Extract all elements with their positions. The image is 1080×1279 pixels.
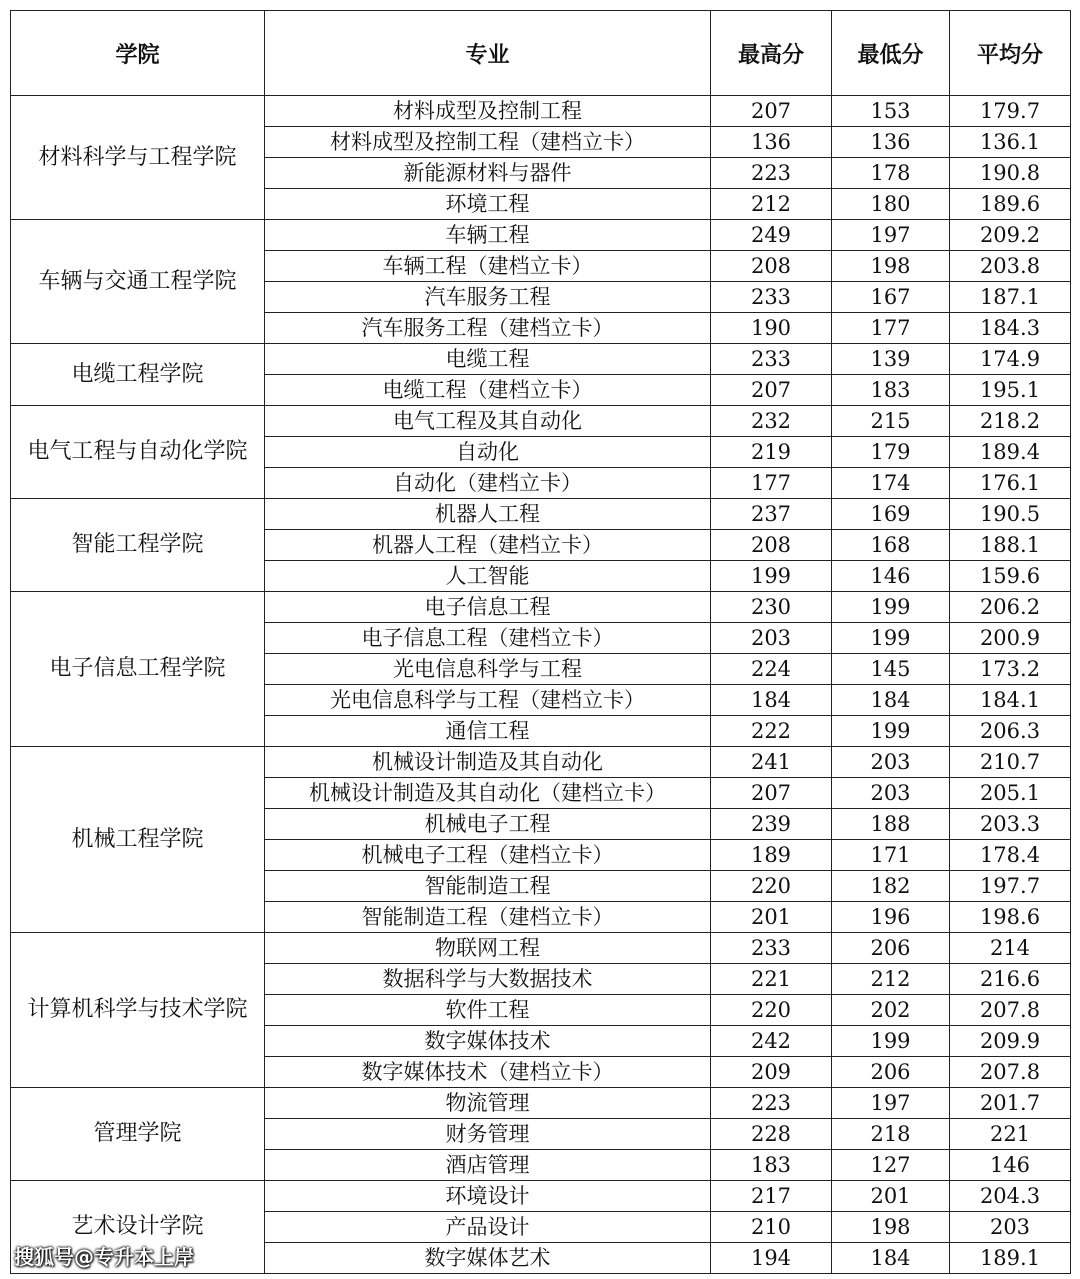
avg-score-cell: 159.6 [950, 561, 1071, 592]
avg-score-cell: 205.1 [950, 778, 1071, 809]
max-score-cell: 194 [711, 1243, 832, 1274]
max-score-cell: 242 [711, 1026, 832, 1057]
college-cell: 电缆工程学院 [11, 344, 265, 406]
header-major: 专业 [265, 11, 711, 96]
major-cell: 自动化 [265, 437, 711, 468]
major-cell: 车辆工程 [265, 220, 711, 251]
avg-score-cell: 179.7 [950, 96, 1071, 127]
min-score-cell: 179 [832, 437, 950, 468]
major-cell: 材料成型及控制工程 [265, 96, 711, 127]
max-score-cell: 208 [711, 251, 832, 282]
min-score-cell: 184 [832, 1243, 950, 1274]
max-score-cell: 207 [711, 96, 832, 127]
avg-score-cell: 206.3 [950, 716, 1071, 747]
avg-score-cell: 207.8 [950, 1057, 1071, 1088]
min-score-cell: 198 [832, 1212, 950, 1243]
major-cell: 电子信息工程 [265, 592, 711, 623]
header-avg-score: 平均分 [950, 11, 1071, 96]
avg-score-cell: 174.9 [950, 344, 1071, 375]
max-score-cell: 249 [711, 220, 832, 251]
major-cell: 物流管理 [265, 1088, 711, 1119]
min-score-cell: 177 [832, 313, 950, 344]
college-cell: 材料科学与工程学院 [11, 96, 265, 220]
header-row [11, 11, 1071, 96]
table-row [11, 96, 1071, 127]
major-cell: 人工智能 [265, 561, 711, 592]
avg-score-cell: 184.1 [950, 685, 1071, 716]
max-score-cell: 217 [711, 1181, 832, 1212]
max-score-cell: 190 [711, 313, 832, 344]
major-cell: 车辆工程（建档立卡） [265, 251, 711, 282]
max-score-cell: 207 [711, 375, 832, 406]
min-score-cell: 197 [832, 1088, 950, 1119]
max-score-cell: 209 [711, 1057, 832, 1088]
min-score-cell: 174 [832, 468, 950, 499]
max-score-cell: 241 [711, 747, 832, 778]
max-score-cell: 223 [711, 158, 832, 189]
max-score-cell: 201 [711, 902, 832, 933]
major-cell: 汽车服务工程（建档立卡） [265, 313, 711, 344]
table-row [11, 344, 1071, 375]
max-score-cell: 232 [711, 406, 832, 437]
major-cell: 智能制造工程（建档立卡） [265, 902, 711, 933]
major-cell: 财务管理 [265, 1119, 711, 1150]
college-cell: 机械工程学院 [11, 747, 265, 933]
max-score-cell: 203 [711, 623, 832, 654]
avg-score-cell: 173.2 [950, 654, 1071, 685]
max-score-cell: 237 [711, 499, 832, 530]
min-score-cell: 203 [832, 778, 950, 809]
avg-score-cell: 203.8 [950, 251, 1071, 282]
min-score-cell: 215 [832, 406, 950, 437]
major-cell: 机器人工程 [265, 499, 711, 530]
college-cell: 艺术设计学院 [11, 1181, 265, 1274]
table-row [11, 933, 1071, 964]
min-score-cell: 206 [832, 933, 950, 964]
max-score-cell: 210 [711, 1212, 832, 1243]
max-score-cell: 224 [711, 654, 832, 685]
header-min-score: 最低分 [832, 11, 950, 96]
major-cell: 机械电子工程（建档立卡） [265, 840, 711, 871]
min-score-cell: 212 [832, 964, 950, 995]
avg-score-cell: 203.3 [950, 809, 1071, 840]
max-score-cell: 220 [711, 995, 832, 1026]
major-cell: 酒店管理 [265, 1150, 711, 1181]
major-cell: 新能源材料与器件 [265, 158, 711, 189]
avg-score-cell: 218.2 [950, 406, 1071, 437]
min-score-cell: 184 [832, 685, 950, 716]
major-cell: 电缆工程（建档立卡） [265, 375, 711, 406]
college-cell: 计算机科学与技术学院 [11, 933, 265, 1088]
max-score-cell: 199 [711, 561, 832, 592]
min-score-cell: 153 [832, 96, 950, 127]
min-score-cell: 201 [832, 1181, 950, 1212]
header-college: 学院 [11, 11, 265, 96]
avg-score-cell: 195.1 [950, 375, 1071, 406]
min-score-cell: 139 [832, 344, 950, 375]
avg-score-cell: 189.4 [950, 437, 1071, 468]
min-score-cell: 178 [832, 158, 950, 189]
min-score-cell: 202 [832, 995, 950, 1026]
max-score-cell: 220 [711, 871, 832, 902]
avg-score-cell: 187.1 [950, 282, 1071, 313]
avg-score-cell: 216.6 [950, 964, 1071, 995]
table-row [11, 747, 1071, 778]
min-score-cell: 180 [832, 189, 950, 220]
min-score-cell: 188 [832, 809, 950, 840]
major-cell: 机械设计制造及其自动化（建档立卡） [265, 778, 711, 809]
major-cell: 数据科学与大数据技术 [265, 964, 711, 995]
avg-score-cell: 204.3 [950, 1181, 1071, 1212]
major-cell: 自动化（建档立卡） [265, 468, 711, 499]
avg-score-cell: 203 [950, 1212, 1071, 1243]
major-cell: 电气工程及其自动化 [265, 406, 711, 437]
min-score-cell: 182 [832, 871, 950, 902]
avg-score-cell: 209.9 [950, 1026, 1071, 1057]
min-score-cell: 145 [832, 654, 950, 685]
min-score-cell: 199 [832, 623, 950, 654]
college-cell: 智能工程学院 [11, 499, 265, 592]
score-table [10, 10, 1071, 1274]
max-score-cell: 228 [711, 1119, 832, 1150]
avg-score-cell: 197.7 [950, 871, 1071, 902]
min-score-cell: 196 [832, 902, 950, 933]
min-score-cell: 199 [832, 716, 950, 747]
major-cell: 光电信息科学与工程（建档立卡） [265, 685, 711, 716]
major-cell: 数字媒体艺术 [265, 1243, 711, 1274]
min-score-cell: 197 [832, 220, 950, 251]
max-score-cell: 177 [711, 468, 832, 499]
max-score-cell: 208 [711, 530, 832, 561]
min-score-cell: 136 [832, 127, 950, 158]
table-row [11, 1088, 1071, 1119]
avg-score-cell: 188.1 [950, 530, 1071, 561]
avg-score-cell: 189.6 [950, 189, 1071, 220]
major-cell: 数字媒体技术 [265, 1026, 711, 1057]
max-score-cell: 183 [711, 1150, 832, 1181]
header-max-score: 最高分 [711, 11, 832, 96]
min-score-cell: 127 [832, 1150, 950, 1181]
major-cell: 机械设计制造及其自动化 [265, 747, 711, 778]
avg-score-cell: 206.2 [950, 592, 1071, 623]
avg-score-cell: 146 [950, 1150, 1071, 1181]
min-score-cell: 171 [832, 840, 950, 871]
min-score-cell: 198 [832, 251, 950, 282]
max-score-cell: 233 [711, 344, 832, 375]
max-score-cell: 219 [711, 437, 832, 468]
major-cell: 电缆工程 [265, 344, 711, 375]
avg-score-cell: 207.8 [950, 995, 1071, 1026]
avg-score-cell: 200.9 [950, 623, 1071, 654]
table-row [11, 499, 1071, 530]
college-cell: 电子信息工程学院 [11, 592, 265, 747]
min-score-cell: 199 [832, 592, 950, 623]
major-cell: 光电信息科学与工程 [265, 654, 711, 685]
major-cell: 软件工程 [265, 995, 711, 1026]
table-row [11, 220, 1071, 251]
max-score-cell: 184 [711, 685, 832, 716]
max-score-cell: 239 [711, 809, 832, 840]
min-score-cell: 169 [832, 499, 950, 530]
avg-score-cell: 184.3 [950, 313, 1071, 344]
major-cell: 物联网工程 [265, 933, 711, 964]
table-body [11, 96, 1071, 1274]
max-score-cell: 221 [711, 964, 832, 995]
avg-score-cell: 198.6 [950, 902, 1071, 933]
avg-score-cell: 190.5 [950, 499, 1071, 530]
avg-score-cell: 176.1 [950, 468, 1071, 499]
college-cell: 车辆与交通工程学院 [11, 220, 265, 344]
min-score-cell: 206 [832, 1057, 950, 1088]
major-cell: 材料成型及控制工程（建档立卡） [265, 127, 711, 158]
min-score-cell: 146 [832, 561, 950, 592]
max-score-cell: 222 [711, 716, 832, 747]
avg-score-cell: 209.2 [950, 220, 1071, 251]
major-cell: 数字媒体技术（建档立卡） [265, 1057, 711, 1088]
max-score-cell: 233 [711, 282, 832, 313]
min-score-cell: 199 [832, 1026, 950, 1057]
min-score-cell: 183 [832, 375, 950, 406]
table-row [11, 406, 1071, 437]
avg-score-cell: 214 [950, 933, 1071, 964]
avg-score-cell: 136.1 [950, 127, 1071, 158]
avg-score-cell: 221 [950, 1119, 1071, 1150]
major-cell: 机器人工程（建档立卡） [265, 530, 711, 561]
avg-score-cell: 201.7 [950, 1088, 1071, 1119]
major-cell: 汽车服务工程 [265, 282, 711, 313]
major-cell: 电子信息工程（建档立卡） [265, 623, 711, 654]
major-cell: 通信工程 [265, 716, 711, 747]
major-cell: 智能制造工程 [265, 871, 711, 902]
max-score-cell: 233 [711, 933, 832, 964]
major-cell: 环境设计 [265, 1181, 711, 1212]
avg-score-cell: 210.7 [950, 747, 1071, 778]
min-score-cell: 167 [832, 282, 950, 313]
max-score-cell: 212 [711, 189, 832, 220]
table-row [11, 592, 1071, 623]
avg-score-cell: 189.1 [950, 1243, 1071, 1274]
min-score-cell: 203 [832, 747, 950, 778]
max-score-cell: 189 [711, 840, 832, 871]
avg-score-cell: 190.8 [950, 158, 1071, 189]
watermark-text: 搜狐号@专升本上岸 [14, 1245, 194, 1269]
min-score-cell: 168 [832, 530, 950, 561]
major-cell: 机械电子工程 [265, 809, 711, 840]
max-score-cell: 230 [711, 592, 832, 623]
college-cell: 电气工程与自动化学院 [11, 406, 265, 499]
max-score-cell: 223 [711, 1088, 832, 1119]
college-cell: 管理学院 [11, 1088, 265, 1181]
avg-score-cell: 178.4 [950, 840, 1071, 871]
major-cell: 产品设计 [265, 1212, 711, 1243]
max-score-cell: 136 [711, 127, 832, 158]
min-score-cell: 218 [832, 1119, 950, 1150]
max-score-cell: 207 [711, 778, 832, 809]
table-row [11, 1181, 1071, 1212]
major-cell: 环境工程 [265, 189, 711, 220]
